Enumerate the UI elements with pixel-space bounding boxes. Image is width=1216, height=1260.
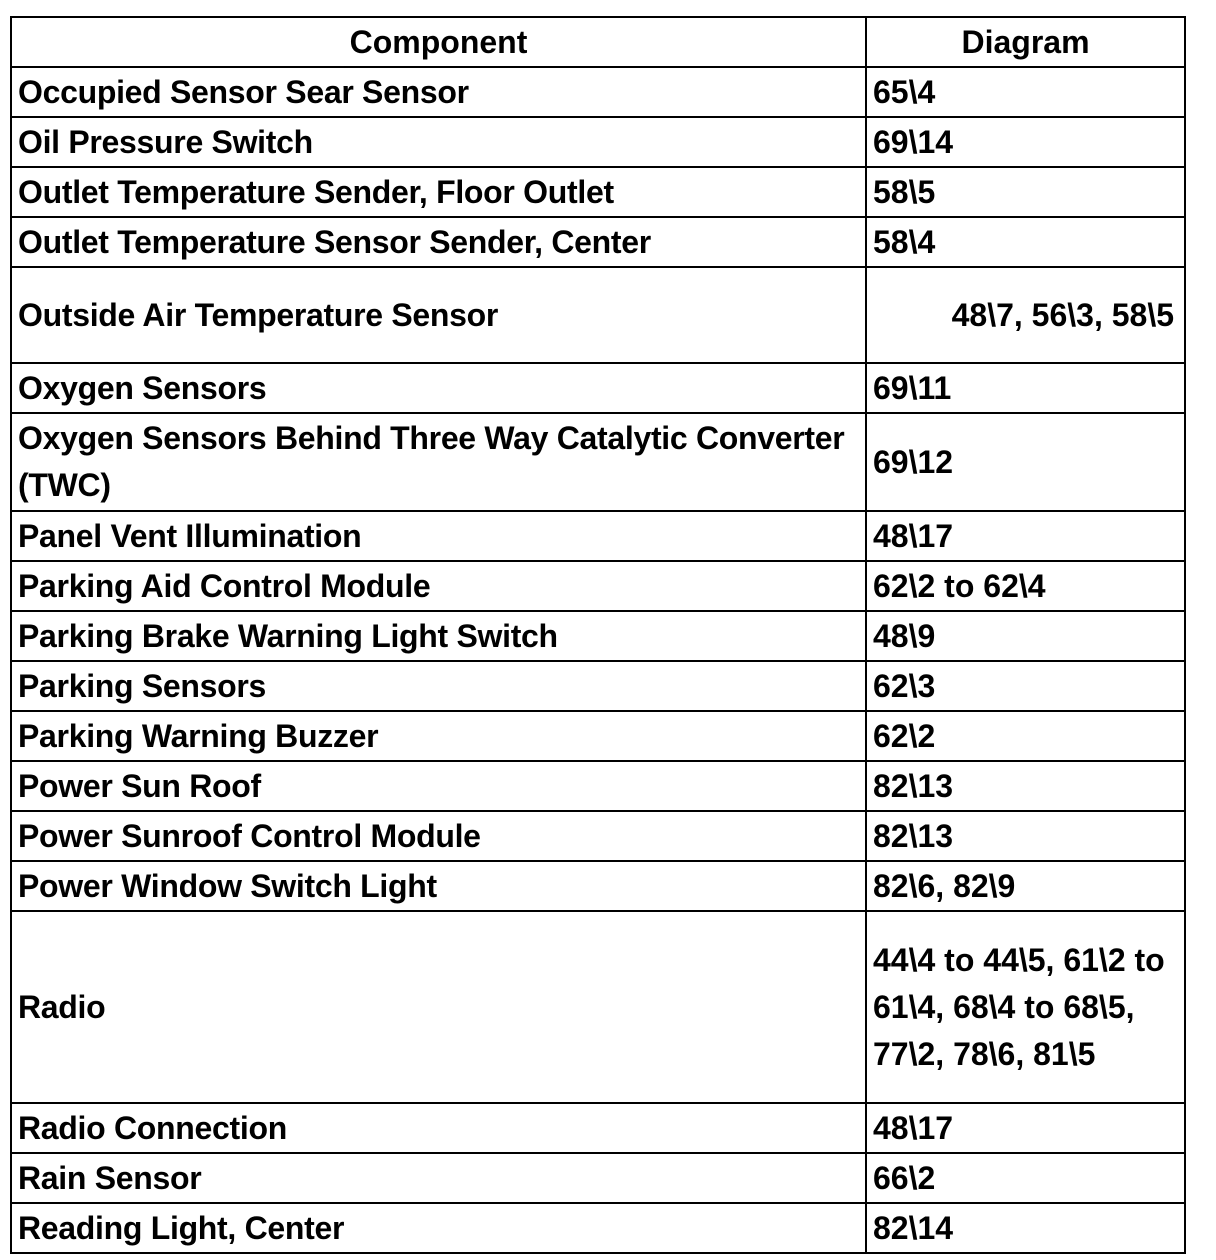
table-row [11, 661, 1185, 711]
component-cell: Outlet Temperature Sender, Floor Outlet [11, 167, 866, 217]
table-row [11, 711, 1185, 761]
component-cell: Oil Pressure Switch [11, 117, 866, 167]
header-row [11, 17, 1185, 67]
table-row [11, 1103, 1185, 1153]
component-cell: Outside Air Temperature Sensor [11, 267, 866, 363]
component-cell: Oxygen Sensors Behind Three Way Catalytic Converter (TWC) [11, 413, 866, 511]
column-header-component: Component [11, 17, 866, 67]
component-cell: Parking Warning Buzzer [11, 711, 866, 761]
component-cell: Power Sun Roof [11, 761, 866, 811]
component-cell: Panel Vent Illumination [11, 511, 866, 561]
column-header-diagram: Diagram [866, 17, 1185, 67]
component-cell: Power Window Switch Light [11, 861, 866, 911]
diagram-cell: 62\3 [866, 661, 1185, 711]
diagram-cell: 58\4 [866, 217, 1185, 267]
diagram-cell: 62\2 to 62\4 [866, 561, 1185, 611]
table-row [11, 911, 1185, 1103]
diagram-cell: 48\9 [866, 611, 1185, 661]
diagram-cell: 69\14 [866, 117, 1185, 167]
table-row [11, 1153, 1185, 1203]
component-diagram-table [10, 16, 1186, 1254]
diagram-cell: 44\4 to 44\5, 61\2 to 61\4, 68\4 to 68\5, 77\2, 78\6, 81\5 [866, 911, 1185, 1103]
diagram-cell: 69\11 [866, 363, 1185, 413]
diagram-cell: 48\7, 56\3, 58\5 [866, 267, 1185, 363]
diagram-cell: 82\13 [866, 811, 1185, 861]
table-row [11, 611, 1185, 661]
table-row [11, 67, 1185, 117]
component-cell: Occupied Sensor Sear Sensor [11, 67, 866, 117]
table-row [11, 1203, 1185, 1253]
component-cell: Parking Sensors [11, 661, 866, 711]
diagram-cell: 82\6, 82\9 [866, 861, 1185, 911]
table-row [11, 267, 1185, 363]
component-cell: Parking Aid Control Module [11, 561, 866, 611]
table-row [11, 811, 1185, 861]
table-row [11, 561, 1185, 611]
component-cell: Radio Connection [11, 1103, 866, 1153]
component-cell: Oxygen Sensors [11, 363, 866, 413]
table-row [11, 413, 1185, 511]
diagram-cell: 48\17 [866, 1103, 1185, 1153]
diagram-cell: 48\17 [866, 511, 1185, 561]
component-cell: Reading Light, Center [11, 1203, 866, 1253]
component-cell: Radio [11, 911, 866, 1103]
diagram-cell: 65\4 [866, 67, 1185, 117]
diagram-cell: 62\2 [866, 711, 1185, 761]
table-row [11, 117, 1185, 167]
table-row [11, 761, 1185, 811]
diagram-cell: 69\12 [866, 413, 1185, 511]
table-row [11, 167, 1185, 217]
diagram-cell: 58\5 [866, 167, 1185, 217]
component-cell: Rain Sensor [11, 1153, 866, 1203]
component-cell: Outlet Temperature Sensor Sender, Center [11, 217, 866, 267]
diagram-cell: 82\14 [866, 1203, 1185, 1253]
diagram-cell: 82\13 [866, 761, 1185, 811]
table-row [11, 363, 1185, 413]
diagram-cell: 66\2 [866, 1153, 1185, 1203]
table-row [11, 861, 1185, 911]
table-row [11, 511, 1185, 561]
component-cell: Power Sunroof Control Module [11, 811, 866, 861]
component-cell: Parking Brake Warning Light Switch [11, 611, 866, 661]
table-row [11, 217, 1185, 267]
